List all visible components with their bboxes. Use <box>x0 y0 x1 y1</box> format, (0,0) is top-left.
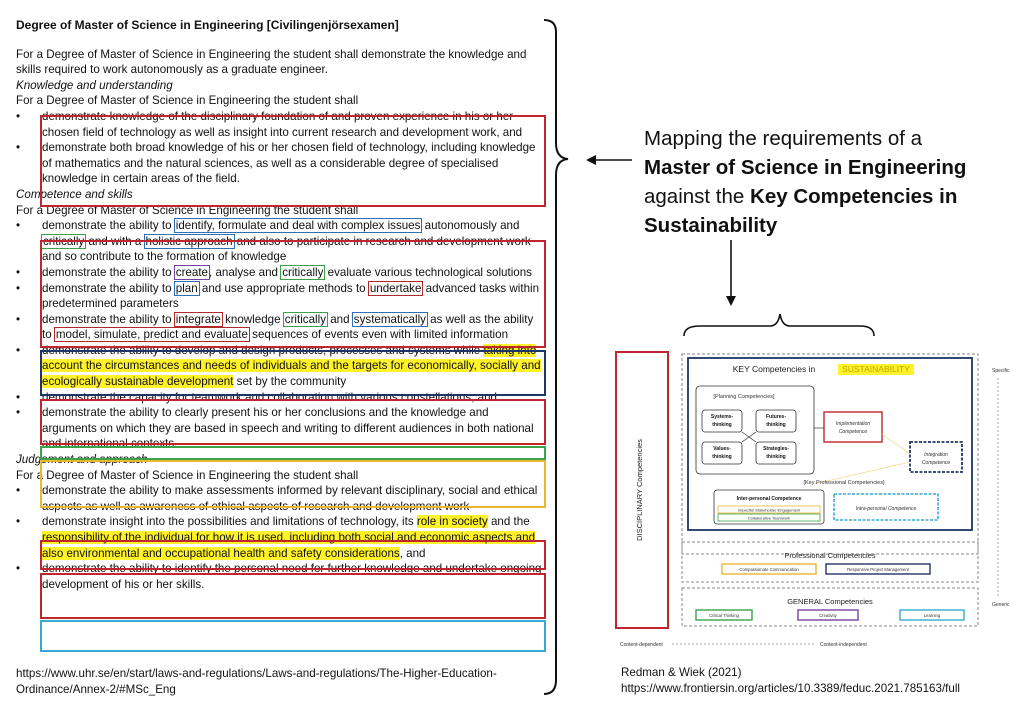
mapping-heading <box>644 124 1014 240</box>
general-title: GENERAL Competencies <box>787 597 873 606</box>
document-intro: For a Degree of Master of Science in Engineering the student shall demonstrate the knowledge and skills required to work autonomously as a graduate engineer. <box>16 47 527 77</box>
mapping-line-3-bold: Key Competencies in <box>750 185 958 208</box>
source-url-line-2: Ordinance/Annex-2/#MSc_Eng <box>16 682 176 696</box>
label-disciplinary: DISCIPLINARY Competencies <box>635 439 644 541</box>
key-title: KEY Competencies in <box>732 364 816 374</box>
label-content-independent: Content-independent <box>820 642 867 648</box>
competence-bullet-5: • demonstrate the ability to develop and design products, processes and systems while taking into account the circumstances and needs of individuals and the targets for economically, socially and ecologically sustainable development set by the community <box>16 343 546 390</box>
competence-bullet-4: • demonstrate the ability to integrate knowledge critically and systematically as well as the ability to model, simulate, predict and evaluate sequences of events even with limited information <box>16 312 546 343</box>
svg-text:Responsive Project Management: Responsive Project Management <box>847 567 909 572</box>
svg-text:Implementation: Implementation <box>835 421 871 427</box>
svg-text:Collaborative Teamwork: Collaborative Teamwork <box>747 515 791 521</box>
svg-text:Inter-personal Competence: Inter-personal Competence <box>736 496 802 502</box>
citation-line-2: https://www.frontiersin.org/articles/10.3389/feduc.2021.785163/full <box>621 681 960 695</box>
svg-text:thinking: thinking <box>712 454 732 460</box>
svg-text:Strategies-: Strategies- <box>763 446 789 452</box>
mapping-line-4: Sustainability <box>644 214 778 237</box>
document-title: Degree of Master of Science in Engineering [Civilingenjörsexamen] <box>16 18 399 32</box>
judgement-bullet-3: • demonstrate the ability to identify the personal need for further knowledge and undertake ongoing development of his or her skills. <box>16 561 546 592</box>
competence-bullet-7: • demonstrate the ability to clearly present his or her conclusions and the knowledge and arguments on which they are based in speech and writing to different audiences in both national and international contexts. <box>16 405 546 452</box>
svg-text:Learning: Learning <box>923 613 941 618</box>
citation-line-1: Redman & Wiek (2021) <box>621 666 742 679</box>
svg-text:Creativity: Creativity <box>819 613 837 618</box>
svg-text:Integration: Integration <box>924 452 948 458</box>
competence-bullet-2: • demonstrate the ability to create, analyse and critically evaluate various technological solutions <box>16 265 546 281</box>
section-heading-competence: Competence and skills <box>16 187 133 201</box>
section-heading-judgement: Judgement and approach <box>16 453 148 467</box>
label-generic: Generic <box>992 602 1010 608</box>
svg-text:Systems-: Systems- <box>710 414 734 420</box>
knowledge-bullet-2: • demonstrate both broad knowledge of his or her chosen field of technology, including knowledge of mathematics and the natural sciences, as well as a considerable degree of specialised knowledge in certain areas of the field. <box>16 140 546 187</box>
svg-text:thinking: thinking <box>766 454 786 460</box>
mapping-line-2: Master of Science in Engineering <box>644 156 967 179</box>
knowledge-bullet-1: • demonstrate knowledge of the disciplinary foundation of and proven experience in his or her chosen field of technology as well as insight into current research and development work, and <box>16 109 546 140</box>
svg-text:Futures-: Futures- <box>766 414 786 420</box>
competency-diagram <box>614 314 1024 654</box>
section-lead-competence: For a Degree of Master of Science in Engineering the student shall <box>16 203 359 217</box>
key-professional-label: [Key Professional Competencies] <box>803 480 885 486</box>
svg-text:KEY Competencies in <box>733 364 816 374</box>
svg-text:Competence: Competence <box>838 429 868 435</box>
svg-text:Impactful Stakeholder Engageme: Impactful Stakeholder Engagement <box>737 507 801 513</box>
judgement-bullet-2: • demonstrate insight into the possibilities and limitations of technology, its role in society and the responsibility of the individual for how it is used, including both social and economic aspects and also environmental and occupational health and safety considerations, and <box>16 514 546 561</box>
mapping-line-1: Mapping the requirements of a <box>644 127 923 150</box>
svg-text:Critical Thinking: Critical Thinking <box>709 613 739 618</box>
label-content-dependent: Content-dependent <box>620 642 663 648</box>
judgement-bullet-1: • demonstrate the ability to make assessments informed by relevant disciplinary, social and ethical aspects as well as awareness of ethical aspects of research and development work <box>16 483 546 514</box>
citation <box>621 665 960 696</box>
key-highlight: SUSTAINABILITY <box>842 364 910 374</box>
svg-text:thinking: thinking <box>712 422 732 428</box>
svg-text:Competence: Competence <box>921 460 951 466</box>
svg-text:thinking: thinking <box>766 422 786 428</box>
svg-text:Values-: Values- <box>713 446 731 452</box>
source-url-line-1: https://www.uhr.se/en/start/laws-and-regulations/Laws-and-regulations/The-Higher-Education- <box>16 667 497 680</box>
svg-text:Intra-personal Competence: Intra-personal Competence <box>855 506 917 512</box>
label-specific: Specific <box>992 368 1010 374</box>
section-lead-judgement: For a Degree of Master of Science in Engineering the student shall <box>16 468 359 482</box>
section-heading-knowledge: Knowledge and understanding <box>16 78 173 92</box>
mapping-line-3: against the <box>644 185 745 208</box>
section-lead-knowledge: For a Degree of Master of Science in Engineering the student shall <box>16 94 359 108</box>
competence-bullet-1: • demonstrate the ability to identify, formulate and deal with complex issues autonomously and critically and with a holistic approach and also to participate in research and development work and so contribute to the formation of knowledge <box>16 218 546 265</box>
planning-label: [Planning Competencies] <box>713 394 775 400</box>
competence-bullet-3: • demonstrate the ability to plan and use appropriate methods to undertake advanced tasks within predetermined parameters <box>16 281 546 312</box>
professional-title: Professional Competencies <box>784 551 876 560</box>
competence-bullet-6: • demonstrate the capacity for teamwork and collaboration with various constellations, and <box>16 390 546 406</box>
svg-text:Compassionate Communication: Compassionate Communication <box>739 567 799 572</box>
